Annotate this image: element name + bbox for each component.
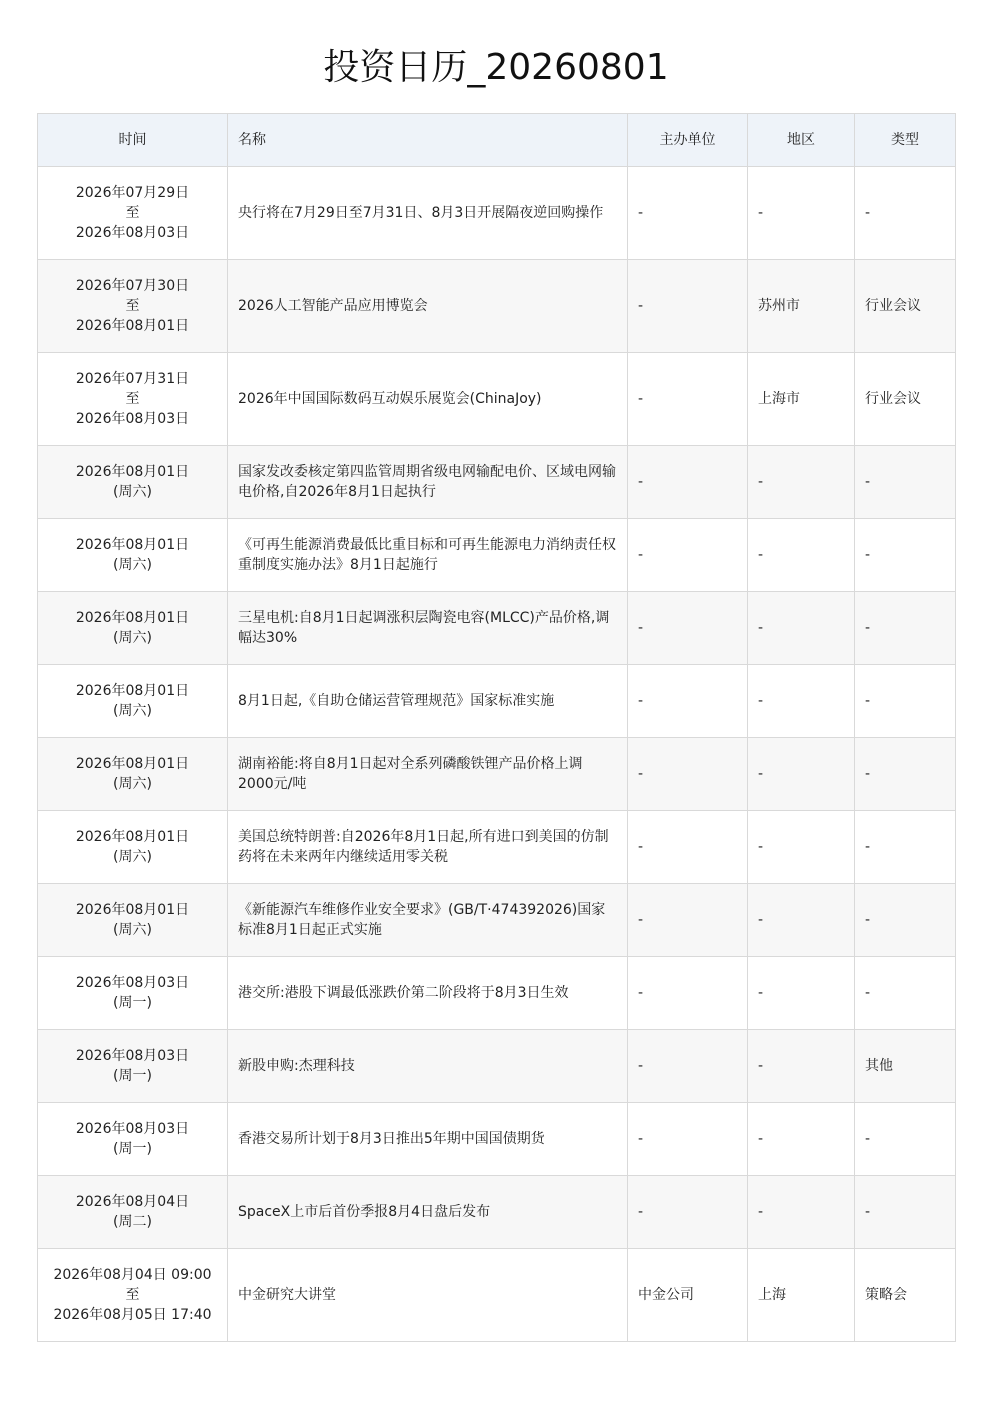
time-end: 2026年08月05日 17:40: [53, 1307, 212, 1323]
event-name: 中金研究大讲堂: [228, 1249, 628, 1342]
page-title: 投资日历_20260801: [323, 47, 669, 88]
time-cell: [38, 1103, 228, 1176]
event-type: 策略会: [855, 1249, 956, 1342]
event-region: -: [748, 1103, 855, 1176]
time-cell: [38, 260, 228, 353]
event-org: -: [628, 1176, 748, 1249]
time-weekday: (周六): [113, 557, 152, 573]
event-region: -: [748, 665, 855, 738]
time-date: 2026年08月01日: [75, 756, 190, 772]
header-region: 地区: [748, 114, 855, 167]
event-org: -: [628, 665, 748, 738]
time-cell: [38, 957, 228, 1030]
header-name: 名称: [228, 114, 628, 167]
table-row: [38, 1176, 956, 1249]
time-end: 2026年08月03日: [75, 225, 190, 241]
time-weekday: (周六): [113, 703, 152, 719]
table-row: [38, 260, 956, 353]
event-org: -: [628, 260, 748, 353]
time-separator: 至: [125, 1287, 140, 1303]
event-region: -: [748, 957, 855, 1030]
event-type: 其他: [855, 1030, 956, 1103]
event-org: -: [628, 1030, 748, 1103]
time-end: 2026年08月03日: [75, 411, 190, 427]
header-type: 类型: [855, 114, 956, 167]
time-date: 2026年08月03日: [75, 1121, 190, 1137]
event-org: -: [628, 446, 748, 519]
time-date: 2026年08月01日: [75, 683, 190, 699]
time-cell: [38, 738, 228, 811]
table-row: [38, 446, 956, 519]
event-name: 《新能源汽车维修作业安全要求》(GB/T·474392026)国家标准8月1日起正式实施: [228, 884, 628, 957]
event-region: -: [748, 167, 855, 260]
table-row: [38, 1103, 956, 1176]
time-date: 2026年08月04日: [75, 1194, 190, 1210]
time-date: 2026年08月03日: [75, 1048, 190, 1064]
table-row: [38, 665, 956, 738]
event-type: 行业会议: [855, 260, 956, 353]
header-time: 时间: [38, 114, 228, 167]
event-name: 美国总统特朗普:自2026年8月1日起,所有进口到美国的仿制药将在未来两年内继续适用零关税: [228, 811, 628, 884]
event-name: 2026人工智能产品应用博览会: [228, 260, 628, 353]
event-name: SpaceX上市后首份季报8月4日盘后发布: [228, 1176, 628, 1249]
time-cell: [38, 811, 228, 884]
time-separator: 至: [125, 205, 140, 221]
event-name: 《可再生能源消费最低比重目标和可再生能源电力消纳责任权重制度实施办法》8月1日起施行: [228, 519, 628, 592]
event-type: -: [855, 665, 956, 738]
time-weekday: (周六): [113, 849, 152, 865]
table-row: [38, 811, 956, 884]
event-type: -: [855, 592, 956, 665]
event-name: 港交所:港股下调最低涨跌价第二阶段将于8月3日生效: [228, 957, 628, 1030]
table-row: [38, 519, 956, 592]
time-date: 2026年08月01日: [75, 537, 190, 553]
event-name: 国家发改委核定第四监管周期省级电网输配电价、区域电网输电价格,自2026年8月1日起执行: [228, 446, 628, 519]
event-type: -: [855, 519, 956, 592]
time-weekday: (周六): [113, 922, 152, 938]
table-row: [38, 353, 956, 446]
time-date: 2026年08月03日: [75, 975, 190, 991]
event-org: -: [628, 353, 748, 446]
time-end: 2026年08月01日: [75, 318, 190, 334]
event-region: 苏州市: [748, 260, 855, 353]
time-cell: [38, 1030, 228, 1103]
event-region: 上海市: [748, 353, 855, 446]
time-weekday: (周六): [113, 630, 152, 646]
table-row: [38, 957, 956, 1030]
event-region: -: [748, 1176, 855, 1249]
time-date: 2026年08月01日: [75, 610, 190, 626]
event-org: -: [628, 167, 748, 260]
time-cell: [38, 665, 228, 738]
header-org: 主办单位: [628, 114, 748, 167]
time-cell: [38, 884, 228, 957]
event-org: -: [628, 592, 748, 665]
time-weekday: (周六): [113, 484, 152, 500]
event-org: -: [628, 884, 748, 957]
event-name: 三星电机:自8月1日起调涨积层陶瓷电容(MLCC)产品价格,调幅达30%: [228, 592, 628, 665]
event-type: -: [855, 1103, 956, 1176]
time-cell: [38, 446, 228, 519]
event-name: 2026年中国国际数码互动娱乐展览会(ChinaJoy): [228, 353, 628, 446]
event-type: 行业会议: [855, 353, 956, 446]
event-name: 香港交易所计划于8月3日推出5年期中国国债期货: [228, 1103, 628, 1176]
event-region: -: [748, 1030, 855, 1103]
time-separator: 至: [125, 391, 140, 407]
event-org: 中金公司: [628, 1249, 748, 1342]
table-row: [38, 1249, 956, 1342]
event-org: -: [628, 519, 748, 592]
event-region: -: [748, 738, 855, 811]
event-name: 央行将在7月29日至7月31日、8月3日开展隔夜逆回购操作: [228, 167, 628, 260]
event-type: -: [855, 884, 956, 957]
time-cell: [38, 353, 228, 446]
investment-calendar-table: [37, 113, 956, 1342]
event-type: -: [855, 957, 956, 1030]
event-org: -: [628, 738, 748, 811]
event-name: 8月1日起,《自助仓储运营管理规范》国家标准实施: [228, 665, 628, 738]
time-cell: [38, 1176, 228, 1249]
time-start: 2026年07月31日: [75, 371, 190, 387]
time-start: 2026年07月29日: [75, 185, 190, 201]
event-type: -: [855, 167, 956, 260]
event-region: -: [748, 884, 855, 957]
event-region: -: [748, 446, 855, 519]
event-name: 新股申购:杰理科技: [228, 1030, 628, 1103]
table-row: [38, 1030, 956, 1103]
time-start: 2026年07月30日: [75, 278, 190, 294]
table-row: [38, 884, 956, 957]
time-cell: [38, 592, 228, 665]
time-date: 2026年08月01日: [75, 829, 190, 845]
event-org: -: [628, 1103, 748, 1176]
time-weekday: (周六): [113, 776, 152, 792]
time-separator: 至: [125, 298, 140, 314]
time-cell: [38, 519, 228, 592]
table-row: [38, 592, 956, 665]
time-cell: [38, 1249, 228, 1342]
time-weekday: (周一): [113, 1068, 152, 1084]
time-weekday: (周一): [113, 995, 152, 1011]
event-type: -: [855, 446, 956, 519]
event-region: -: [748, 811, 855, 884]
event-name: 湖南裕能:将自8月1日起对全系列磷酸铁锂产品价格上调2000元/吨: [228, 738, 628, 811]
time-weekday: (周二): [113, 1214, 152, 1230]
time-weekday: (周一): [113, 1141, 152, 1157]
event-org: -: [628, 957, 748, 1030]
event-type: -: [855, 811, 956, 884]
event-region: -: [748, 519, 855, 592]
event-type: -: [855, 738, 956, 811]
table-header: [38, 114, 956, 167]
table-row: [38, 167, 956, 260]
table-body: [38, 167, 956, 1342]
event-org: -: [628, 811, 748, 884]
table-row: [38, 738, 956, 811]
event-region: 上海: [748, 1249, 855, 1342]
time-cell: [38, 167, 228, 260]
event-type: -: [855, 1176, 956, 1249]
time-start: 2026年08月04日 09:00: [53, 1267, 212, 1283]
time-date: 2026年08月01日: [75, 902, 190, 918]
time-date: 2026年08月01日: [75, 464, 190, 480]
event-region: -: [748, 592, 855, 665]
